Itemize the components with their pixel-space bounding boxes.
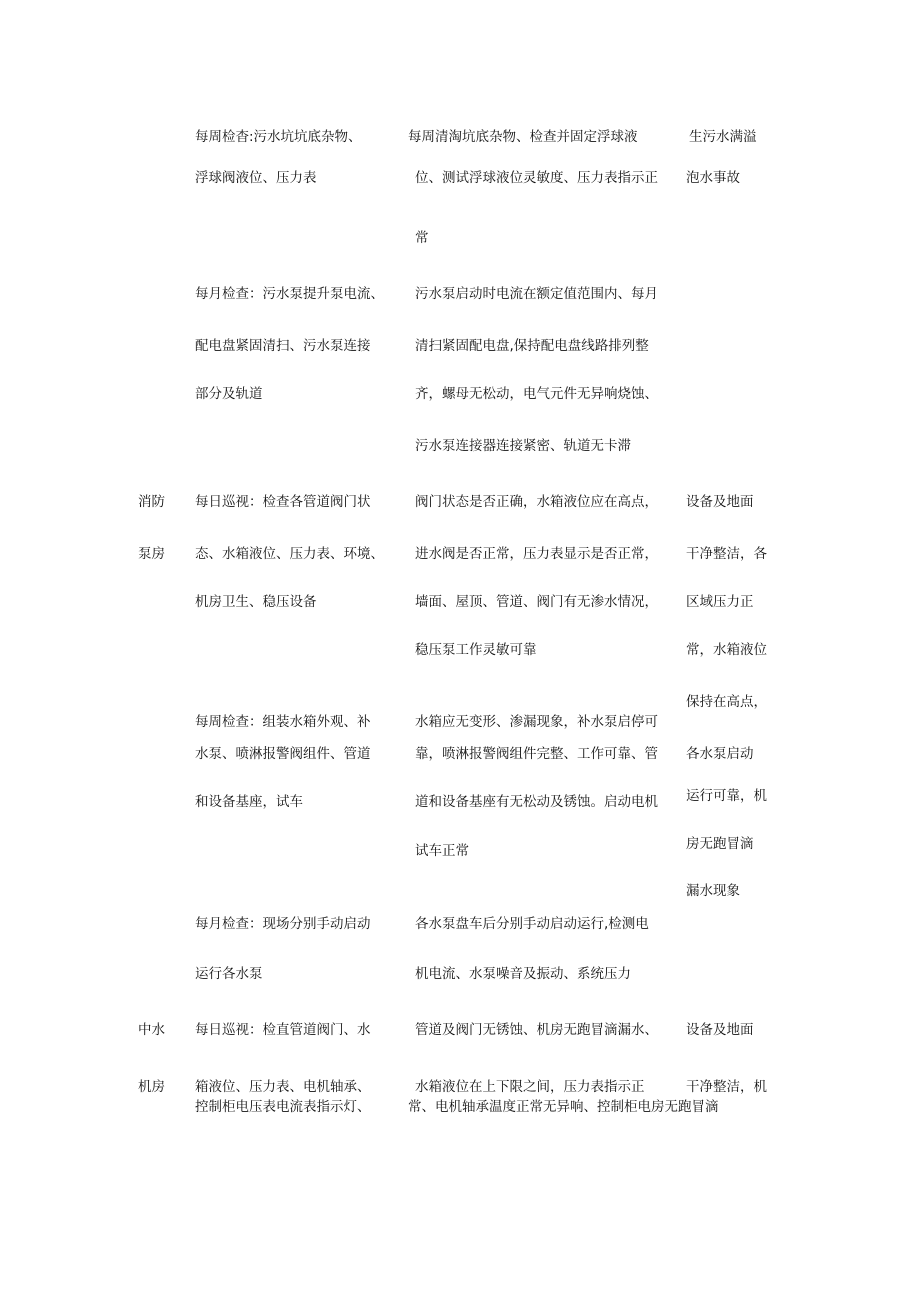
sewage-monthly-check-line-2: 配电盘紧固清扫、污水泵连接	[195, 338, 371, 354]
sewage-weekly-standard-line-3: 常	[415, 230, 429, 246]
fire-weekly-standard-line-3: 道和设备基座有无松动及锈蚀。启动电机	[415, 794, 658, 810]
sewage-weekly-check-line-2: 浮球阀液位、压力表	[195, 170, 317, 186]
fire-daily-standard-line-4: 稳压泵工作灵敏可靠	[415, 642, 537, 658]
fire-monthly-check-line-1: 每月检查：现场分别手动启动	[195, 916, 371, 932]
reclaimed-area-line-1: 中水	[138, 1022, 165, 1038]
sewage-monthly-standard-line-2: 清扫紧固配电盘,保持配电盘线路排列整	[415, 338, 649, 354]
fire-result-line-3: 区域压力正	[686, 594, 754, 610]
sewage-weekly-check-line-1: 每周检杳:污水坑坑底杂物、	[195, 129, 362, 145]
sewage-weekly-standard-line-1: 每周清淘坑底杂物、检查并固定浮球液	[408, 129, 638, 145]
sewage-result-line-1: 生污水满溢	[689, 129, 757, 145]
reclaimed-daily-check-line-3: 控制柜电压表电流表指示灯、	[195, 1099, 371, 1115]
fire-pump-area-line-2: 泵房	[138, 546, 165, 562]
reclaimed-daily-standard-line-2: 水箱液位在上下限之间，压力表指示正	[415, 1079, 645, 1095]
reclaimed-area-line-2: 机房	[138, 1079, 165, 1095]
fire-result-line-8: 房无跑冒滴	[686, 836, 754, 852]
sewage-result-line-2: 泡水事故	[686, 170, 740, 186]
fire-daily-check-line-2: 态、水箱液位、压力表、环境、	[195, 546, 384, 562]
fire-weekly-check-line-3: 和设备基座，试车	[195, 794, 303, 810]
fire-monthly-standard-line-1: 各水泵盘车后分别手动启动运行,检测电	[415, 916, 649, 932]
reclaimed-daily-check-line-1: 每日巡视：检直管道阀门、水	[195, 1022, 371, 1038]
fire-daily-standard-line-3: 墙面、屋顶、管道、阀门有无渗水情况，	[415, 594, 658, 610]
fire-daily-check-line-1: 每日巡视：检查各管道阀门状	[195, 494, 371, 510]
sewage-monthly-standard-line-4: 污水泵连接器连接紧密、轨道无卡滞	[415, 438, 631, 454]
sewage-monthly-standard-line-3: 齐，螺母无松动，电气元件无异响烧蚀、	[415, 386, 658, 402]
fire-result-line-5: 保持在高点，	[686, 694, 767, 710]
fire-result-line-2: 干净整洁，各	[686, 546, 767, 562]
sewage-monthly-check-line-3: 部分及轨道	[195, 386, 263, 402]
fire-pump-area-line-1: 消防	[138, 494, 165, 510]
fire-result-line-9: 漏水现象	[686, 883, 740, 899]
fire-daily-standard-line-1: 阀门状态是否正确，水箱液位应在高点，	[415, 494, 658, 510]
fire-weekly-standard-line-2: 靠，喷淋报警阀组件完整、工作可靠、管	[415, 746, 658, 762]
reclaimed-daily-standard-line-3: 常、电机轴承温度正常无异响、控制柜电房无跑冒滴	[408, 1099, 719, 1115]
fire-daily-standard-line-2: 进水阀是否正常，压力表显示是否正常，	[415, 546, 658, 562]
reclaimed-result-line-2: 干净整洁，机	[686, 1079, 767, 1095]
fire-result-line-4: 常，水箱液位	[686, 642, 767, 658]
fire-weekly-standard-line-1: 水箱应无变形、渗漏现象，补水泵启停可	[415, 714, 658, 730]
fire-result-line-6: 各水泵启动	[686, 746, 754, 762]
fire-result-line-7: 运行可靠，机	[686, 788, 767, 804]
sewage-weekly-standard-line-2: 位、测试浮球液位灵敏度、压力表指示正	[415, 170, 658, 186]
fire-weekly-check-line-2: 水泵、喷淋报警阀组件、管道	[195, 746, 371, 762]
fire-weekly-standard-line-4: 试车正常	[415, 843, 469, 859]
fire-daily-check-line-3: 机房卫生、稳压设备	[195, 594, 317, 610]
reclaimed-result-line-1: 设备及地面	[686, 1022, 754, 1038]
fire-monthly-standard-line-2: 机电流、水泵噪音及振动、系统压力	[415, 966, 631, 982]
fire-weekly-check-line-1: 每周检查：组装水箱外观、补	[195, 714, 371, 730]
fire-result-line-1: 设备及地面	[686, 494, 754, 510]
sewage-monthly-check-line-1: 每月检查：污水泵提升泵电流、	[195, 286, 384, 302]
reclaimed-daily-standard-line-1: 管道及阀门无锈蚀、机房无跑冒滴漏水、	[415, 1022, 658, 1038]
reclaimed-daily-check-line-2: 箱液位、压力表、电机轴承、	[195, 1079, 371, 1095]
fire-monthly-check-line-2: 运行各水泵	[195, 966, 263, 982]
sewage-monthly-standard-line-1: 污水泵启动时电流在额定值范围内、每月	[415, 286, 658, 302]
